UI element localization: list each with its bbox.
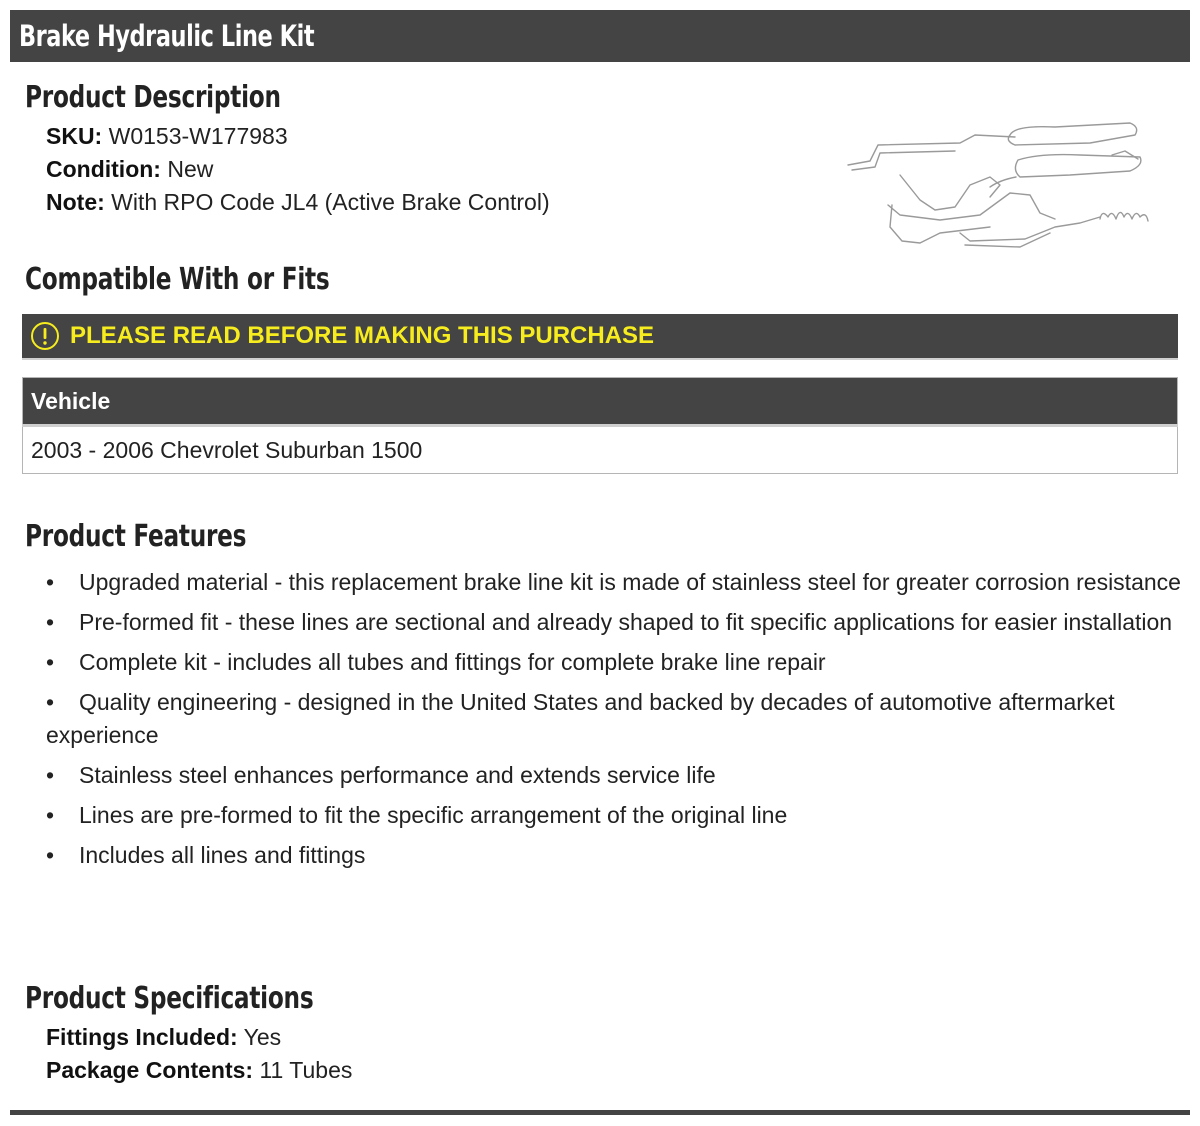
bullet: • (46, 569, 55, 595)
condition-row (46, 153, 213, 186)
compatibility-heading: Compatible With or Fits (25, 262, 330, 297)
fittings-row (46, 1021, 281, 1054)
contents-value: 11 Tubes (259, 1057, 353, 1083)
table-header-row (23, 378, 1178, 426)
bullet: • (46, 689, 55, 715)
sku-value: W0153-W177983 (108, 123, 288, 149)
note-value: With RPO Code JL4 (Active Brake Control) (111, 189, 550, 215)
feature-text: Lines are pre-formed to fit the specific arrangement of the original line (79, 802, 788, 828)
note-label: Note: (46, 189, 105, 215)
contents-label: Package Contents: (46, 1057, 254, 1083)
list-item (46, 799, 1186, 832)
page-title: Brake Hydraulic Line Kit (19, 19, 315, 53)
purchase-notice (22, 314, 1178, 360)
feature-text: Quality engineering - designed in the United States and backed by decades of automotive aftermarket experience (46, 689, 1115, 748)
bullet: • (46, 762, 55, 788)
feature-text: Pre-formed fit - these lines are sectional and already shaped to fit specific applications for easier installation (79, 609, 1173, 635)
list-item (46, 839, 1186, 872)
vehicle-column-header: Vehicle (23, 378, 1178, 426)
feature-text: Complete kit - includes all tubes and fittings for complete brake line repair (79, 649, 826, 675)
condition-label: Condition: (46, 156, 161, 182)
feature-text: Includes all lines and fittings (79, 842, 366, 868)
features-list (46, 566, 1186, 879)
feature-text: Stainless steel enhances performance and extends service life (79, 762, 716, 788)
list-item (46, 606, 1186, 639)
vehicle-table (22, 377, 1178, 474)
bullet: • (46, 802, 55, 828)
title-bar (10, 10, 1190, 62)
table-row (23, 426, 1178, 474)
product-features-heading: Product Features (25, 519, 247, 554)
feature-text: Upgraded material - this replacement brake line kit is made of stainless steel for greater corrosion resistance (79, 569, 1181, 595)
fittings-label: Fittings Included: (46, 1024, 238, 1050)
bullet: • (46, 649, 55, 675)
condition-value: New (167, 156, 214, 182)
list-item (46, 686, 1186, 752)
bullet: • (46, 609, 55, 635)
product-specifications-heading: Product Specifications (25, 981, 314, 1016)
product-description-heading: Product Description (25, 80, 281, 115)
contents-row (46, 1054, 352, 1087)
sku-label: SKU: (46, 123, 103, 149)
vehicle-cell: 2003 - 2006 Chevrolet Suburban 1500 (31, 436, 423, 463)
list-item (46, 566, 1186, 599)
list-item (46, 646, 1186, 679)
notice-text: PLEASE READ BEFORE MAKING THIS PURCHASE (70, 322, 655, 349)
bottom-divider (10, 1110, 1190, 1115)
list-item (46, 759, 1186, 792)
warning-circle-icon (30, 321, 60, 351)
fittings-value: Yes (243, 1024, 282, 1050)
bullet: • (46, 842, 55, 868)
sku-row (46, 120, 288, 153)
note-row (46, 186, 550, 219)
brake-line-kit-image (840, 115, 1170, 260)
